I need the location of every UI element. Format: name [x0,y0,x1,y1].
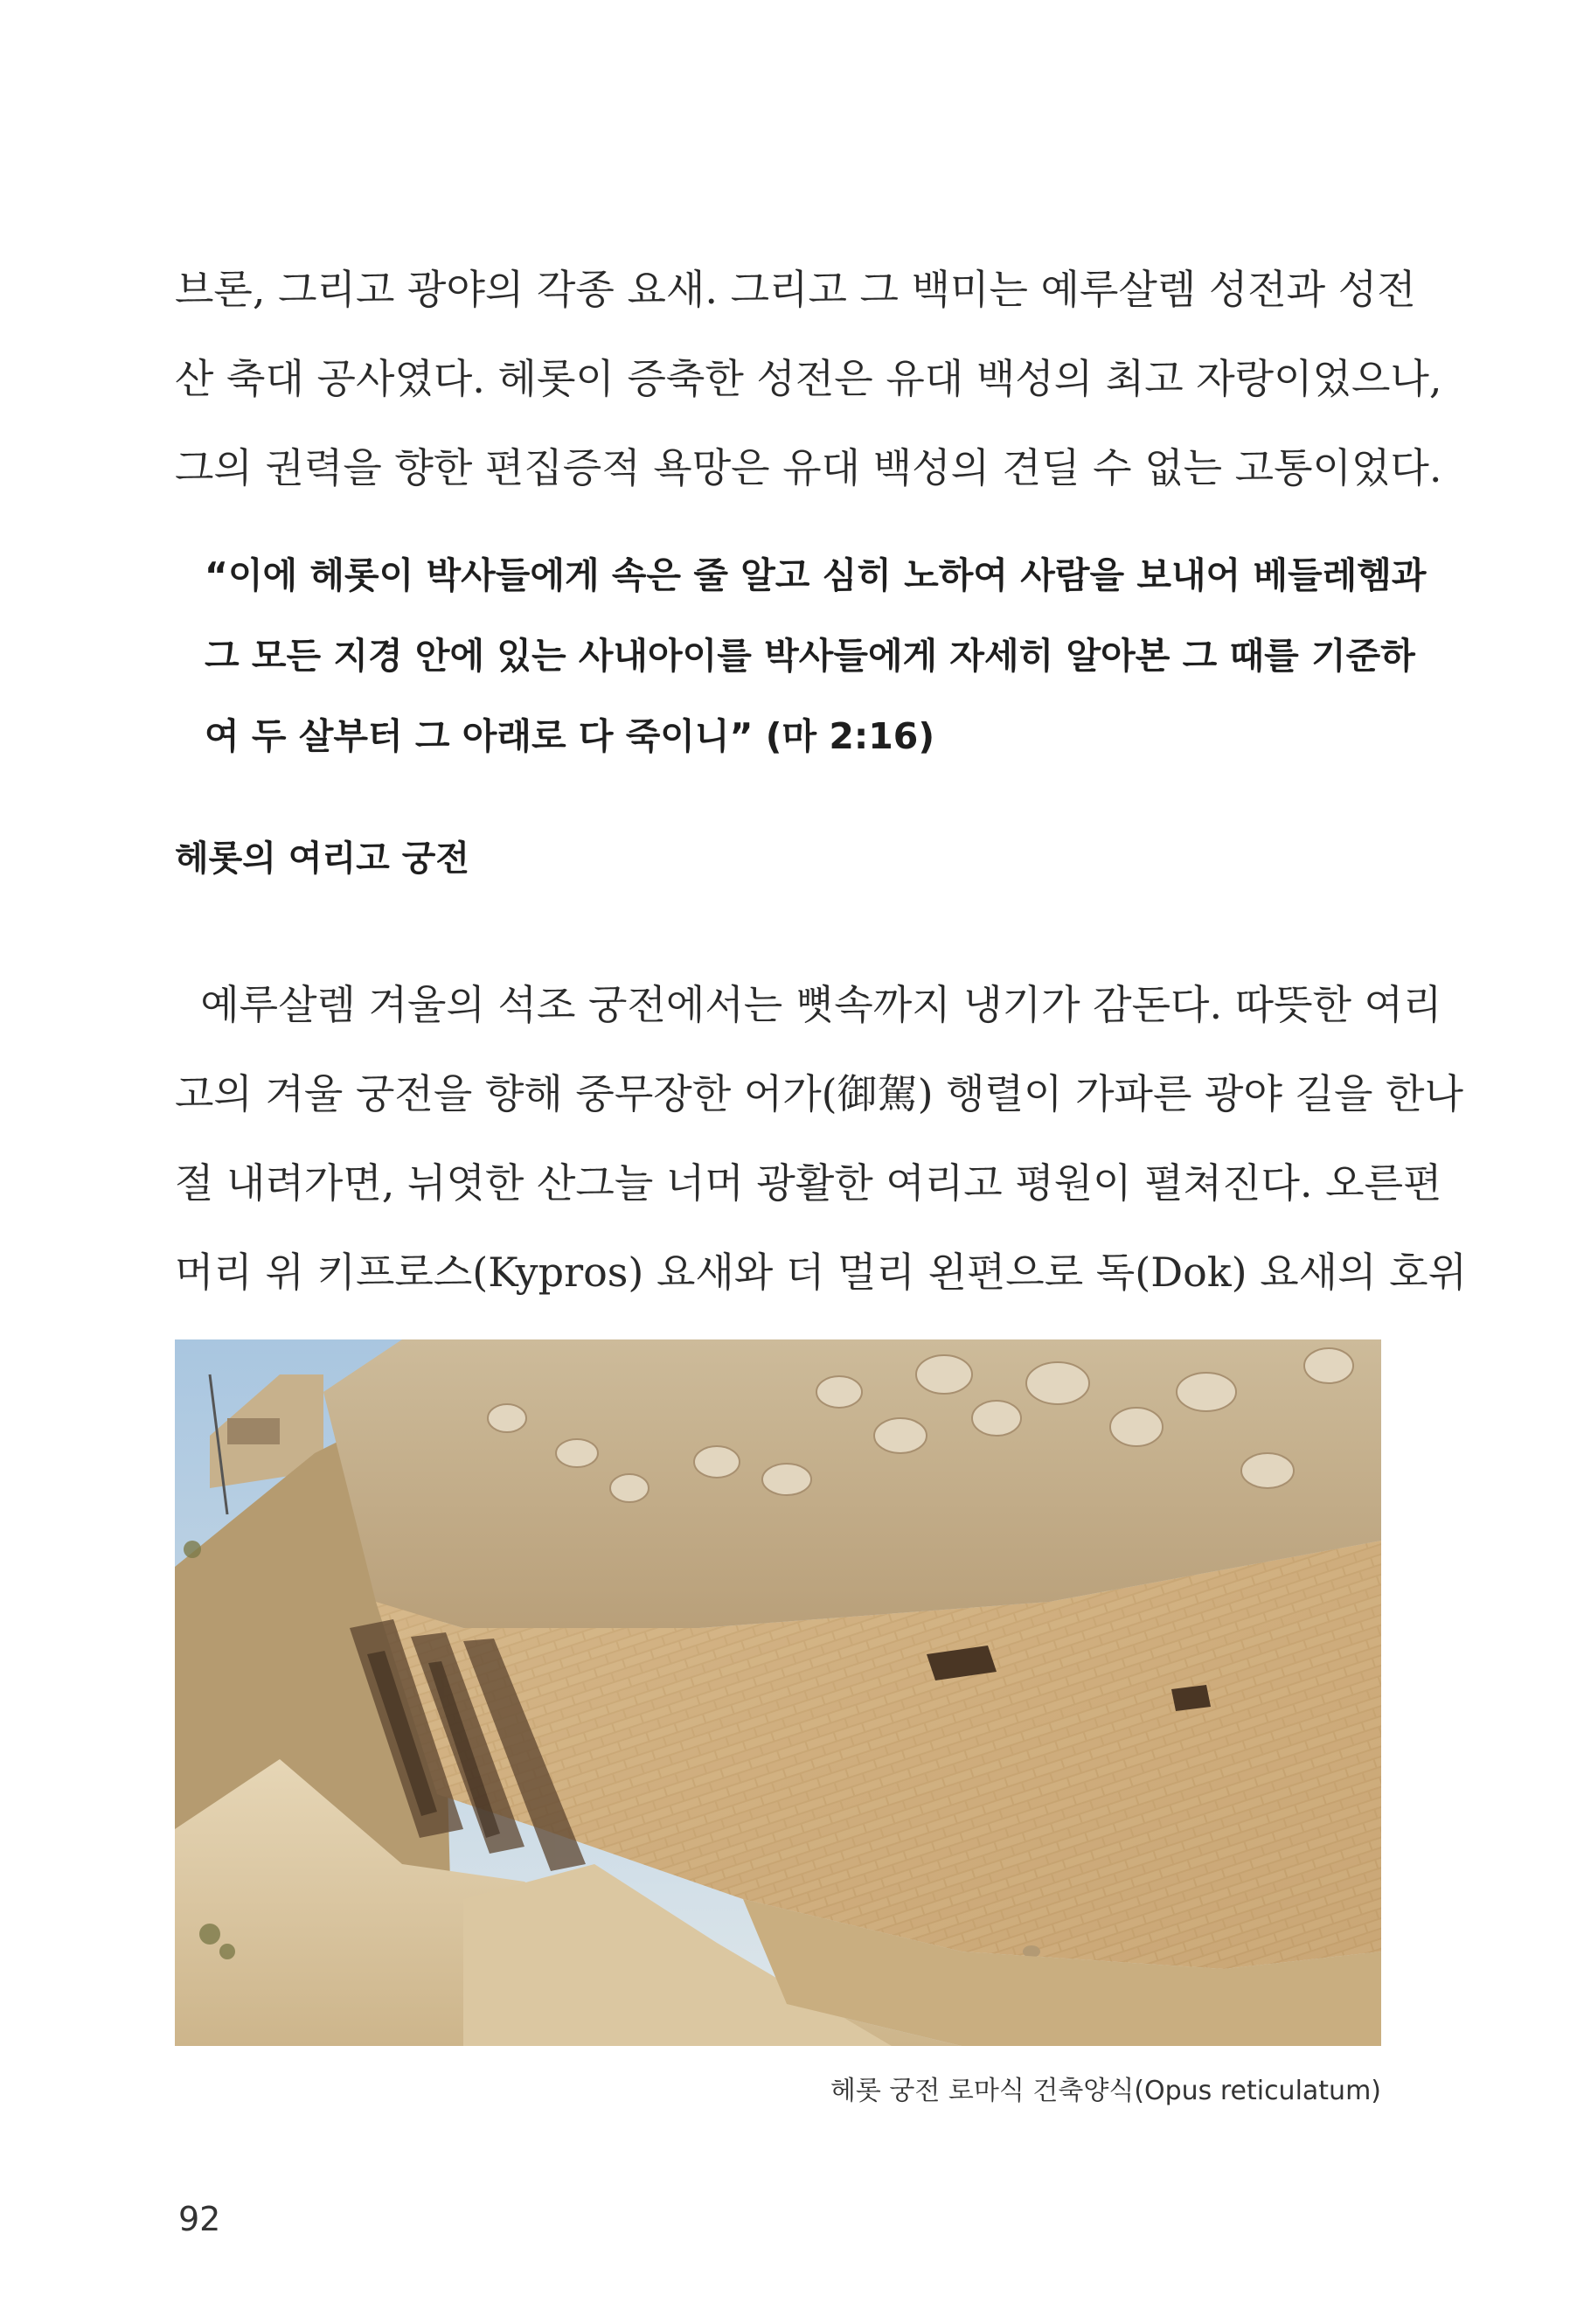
page-number: 92 [178,2200,221,2238]
text-line: 브론, 그리고 광야의 각종 요새. 그리고 그 백미는 예루살렘 성전과 성전 [175,266,1416,313]
text-line: 그의 권력을 향한 편집증적 욕망은 유대 백성의 견딜 수 없는 고통이었다. [175,444,1442,491]
text-line: 머리 위 키프로스(Kypros) 요새와 더 멀리 왼편으로 독(Dok) 요새의 호위 [175,1249,1468,1296]
body-paragraph-1 [175,245,1442,512]
text-line: 절 내려가면, 뉘엿한 산그늘 너머 광활한 여리고 평원이 펼쳐진다. 오른편 [175,1159,1442,1207]
quote-line: 여 두 살부터 그 아래로 다 죽이니” (마 2:16) [205,715,935,757]
text-line: 예루살렘 겨울의 석조 궁전에서는 뼛속까지 냉기가 감돈다. 따뜻한 여리 [175,981,1442,1028]
quote-line: 그 모든 지경 안에 있는 사내아이를 박사들에게 자세히 알아본 그 때를 기준하 [205,635,1415,677]
quote-line: “이에 헤롯이 박사들에게 속은 줄 알고 심히 노하여 사람을 보내어 베들레헴과 [205,554,1427,596]
text-line: 산 축대 공사였다. 헤롯이 증축한 성전은 유대 백성의 최고 자랑이었으나, [175,355,1442,402]
body-paragraph-2 [175,960,1468,1317]
text-line: 고의 겨울 궁전을 향해 중무장한 어가(御駕) 행렬이 가파른 광야 길을 한나 [175,1070,1463,1117]
scripture-quote [205,535,1427,776]
ruins-photo-illustration [175,1339,1381,2046]
figure-caption: 헤롯 궁전 로마식 건축양식(Opus reticulatum) [830,2076,1381,2106]
section-heading: 헤롯의 여리고 궁전 [175,838,469,879]
ruins-photo [175,1339,1381,2046]
